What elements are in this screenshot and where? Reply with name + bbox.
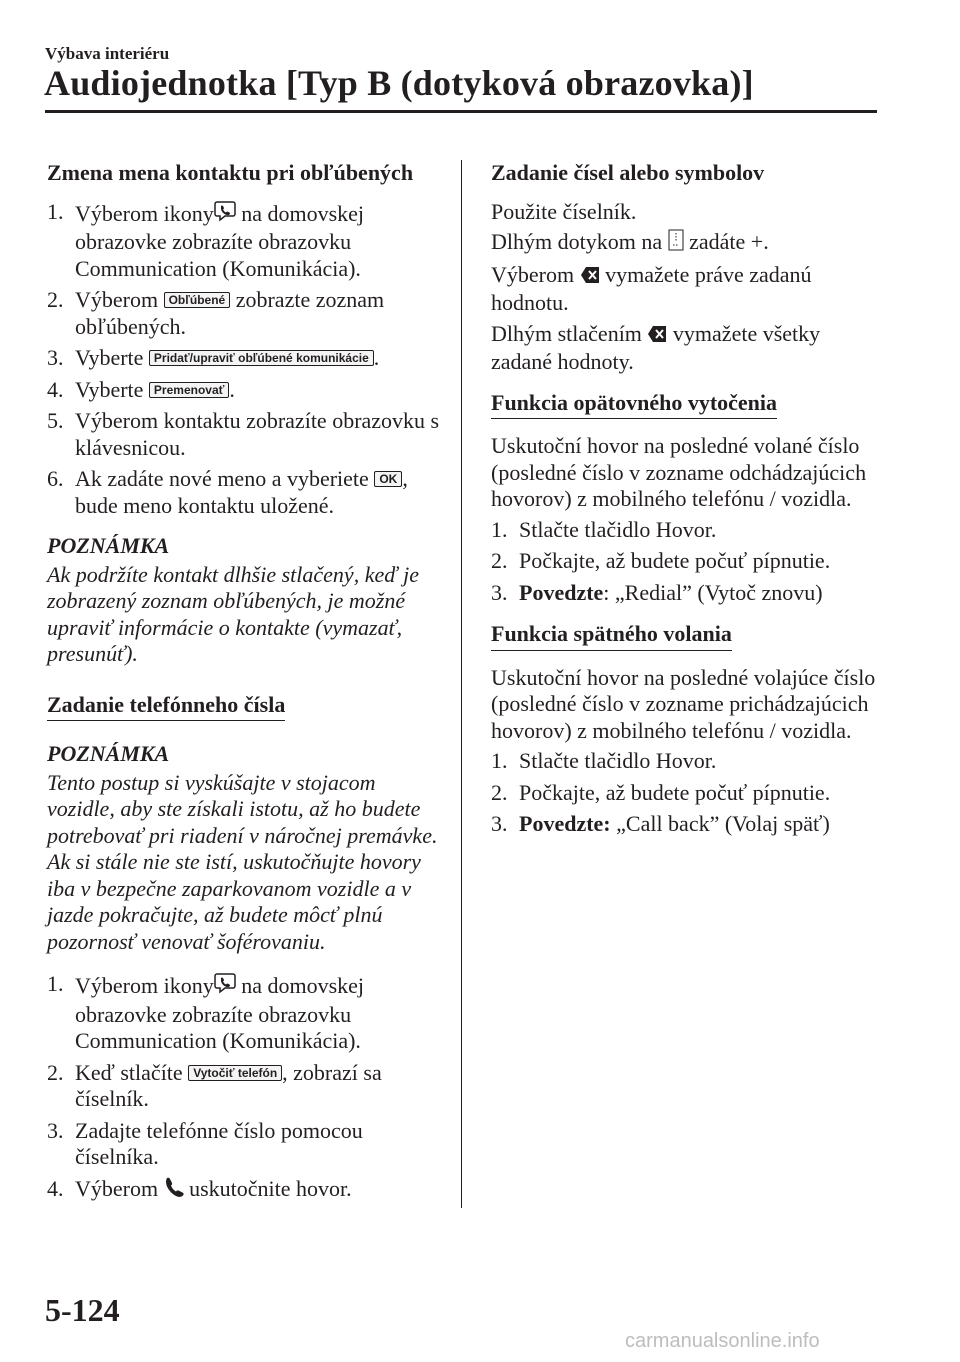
rename-steps	[47, 199, 447, 520]
paragraph	[491, 321, 886, 376]
step-keyword: Povedzte	[519, 579, 604, 605]
callback-heading: Funkcia spätného volania	[491, 621, 732, 651]
paragraph	[491, 229, 886, 258]
list-item	[491, 517, 886, 544]
note-title: POZNÁMKA	[47, 533, 170, 558]
step-number: 1.	[491, 516, 508, 542]
paragraph	[491, 262, 886, 317]
step-text: Výberom	[75, 287, 164, 312]
redial-heading: Funkcia opätovného vytočenia	[491, 390, 777, 420]
page-title: Audiojednotka [Typ B (dotyková obrazovka)]	[44, 63, 754, 103]
step-text: .	[229, 376, 235, 402]
paragraph: Uskutoční hovor na posledné volajúce číslo (posledné číslo v zozname prichádzajúcich hovorov) z mobilného telefónu / vozidla.	[491, 664, 876, 743]
list-item	[47, 408, 447, 461]
paragraph: Použite číselník.	[491, 198, 637, 224]
favorites-rename-heading: Zmena mena kontaktu pri obľúbených	[47, 160, 414, 185]
step-number: 6.	[47, 466, 64, 491]
text: vymažete práve zadanú hodnotu.	[491, 261, 812, 315]
dial-steps	[47, 971, 447, 1204]
step-text: : „Redial” (Vytoč znovu)	[603, 579, 823, 605]
list-item	[47, 1060, 447, 1113]
step-text: na domovskej obrazovke zobrazíte obrazovku Communication (Komunikácia).	[75, 973, 365, 1053]
left-column	[47, 160, 447, 1209]
step-number: 2.	[47, 1059, 64, 1085]
plus-key-icon	[668, 229, 684, 258]
step-number: 2.	[491, 548, 508, 573]
list-item	[47, 287, 447, 340]
step-text: Výberom ikony	[75, 200, 214, 226]
step-number: 3.	[491, 811, 508, 836]
step-number: 3.	[47, 345, 64, 370]
step-text: , bude meno kontaktu uložené.	[75, 466, 408, 518]
step-number: 1.	[491, 748, 508, 773]
column-divider	[461, 160, 462, 1208]
step-text: Stlačte tlačidlo Hovor.	[519, 516, 717, 542]
add-edit-favorites-button[interactable]: Pridať/upraviť obľúbené komunikácie	[149, 350, 374, 366]
step-text: na domovskej obrazovke zobrazíte obrazovku Communication (Komunikácia).	[75, 200, 365, 281]
text: Výberom	[491, 261, 580, 287]
step-number: 2.	[47, 287, 64, 312]
text: Dlhým stlačením	[491, 320, 648, 346]
step-text: Výberom ikony	[75, 973, 214, 998]
step-text: Počkajte, až budete počuť pípnutie.	[519, 779, 831, 805]
right-column	[491, 160, 886, 843]
step-number: 1.	[47, 198, 64, 224]
list-item	[491, 748, 886, 775]
title-rule	[45, 110, 877, 113]
list-item	[47, 971, 447, 1055]
callback-steps	[491, 748, 886, 838]
step-text: Vyberte	[75, 345, 149, 370]
step-number: 5.	[47, 408, 64, 433]
step-number: 2.	[491, 779, 508, 805]
step-text: zobrazte zoznam obľúbených.	[75, 287, 385, 339]
phone-entry-heading: Zadanie telefónneho čísla	[47, 692, 285, 722]
step-text: Ak zadáte nové meno a vyberiete	[75, 466, 375, 491]
list-item	[491, 580, 886, 607]
phone-icon	[164, 1176, 184, 1205]
step-text: Výberom	[75, 1175, 164, 1201]
step-number: 1.	[47, 971, 64, 996]
step-number: 3.	[47, 1117, 64, 1143]
note-text: Tento postup si vyskúšajte v stojacom vozidle, aby ste získali istotu, až ho budete potrebovať pri riadení v náročnej premávke. Ak si stále nie ste istí, uskutočňujte hovory iba v bezpečne zaparkovanom vozidle a v jazde pokračujte, až budete môcť plnú pozornosť venovať šoférovaniu.	[47, 769, 438, 954]
list-item	[491, 780, 886, 807]
favorites-button[interactable]: Obľúbené	[164, 292, 231, 308]
list-item	[47, 199, 447, 283]
communication-icon	[214, 971, 236, 1002]
text: zadáte +.	[683, 229, 769, 254]
backspace-icon	[580, 264, 600, 291]
step-text: Výberom kontaktu zobrazíte obrazovku s klávesnicou.	[75, 408, 440, 460]
step-text: Stlačte tlačidlo Hovor.	[519, 748, 717, 773]
step-number: 4.	[47, 1175, 64, 1201]
text: Dlhým dotykom na	[491, 229, 668, 254]
step-keyword: Povedzte:	[519, 811, 611, 836]
text: vymažete všetky zadané hodnoty.	[491, 320, 821, 374]
list-item	[491, 548, 886, 575]
step-text: Keď stlačíte	[75, 1059, 189, 1085]
step-text: „Call back” (Volaj späť)	[610, 811, 830, 836]
paragraph: Uskutoční hovor na posledné volané číslo (posledné číslo v zozname odchádzajúcich hovorov) z mobilného telefónu / vozidla.	[491, 433, 867, 511]
step-text: uskutočnite hovor.	[183, 1175, 352, 1201]
step-text: .	[373, 345, 380, 370]
step-number: 4.	[47, 376, 64, 402]
list-item	[491, 811, 886, 838]
numbers-symbols-heading: Zadanie čísel alebo symbolov	[491, 160, 765, 185]
list-item	[47, 345, 447, 372]
backspace-icon	[647, 323, 667, 350]
step-text: , zobrazí sa číselník.	[75, 1059, 382, 1111]
watermark: carmanualsonline.info	[625, 1330, 820, 1352]
dial-phone-button[interactable]: Vytočiť telefón	[188, 1065, 282, 1081]
list-item	[47, 466, 447, 519]
ok-button[interactable]: OK	[374, 471, 402, 487]
step-number: 3.	[491, 579, 508, 605]
list-item	[47, 1118, 447, 1171]
list-item	[47, 1176, 447, 1205]
step-text: Vyberte	[75, 376, 149, 402]
step-text: Počkajte, až budete počuť pípnutie.	[519, 548, 831, 573]
section-label: Výbava interiéru	[45, 44, 170, 63]
step-text: Zadajte telefónne číslo pomocou číselníka.	[75, 1117, 363, 1169]
communication-icon	[214, 199, 236, 230]
list-item	[47, 377, 447, 404]
rename-button[interactable]: Premenovať	[149, 382, 229, 398]
note-title: POZNÁMKA	[47, 741, 170, 766]
redial-steps	[491, 517, 886, 607]
page-number: 5-124	[45, 1292, 120, 1328]
note-text: Ak podržíte kontakt dlhšie stlačený, keď je zobrazený zoznam obľúbených, je možné upraviť informácie o kontakte (vymazať, presunúť).	[47, 561, 419, 666]
